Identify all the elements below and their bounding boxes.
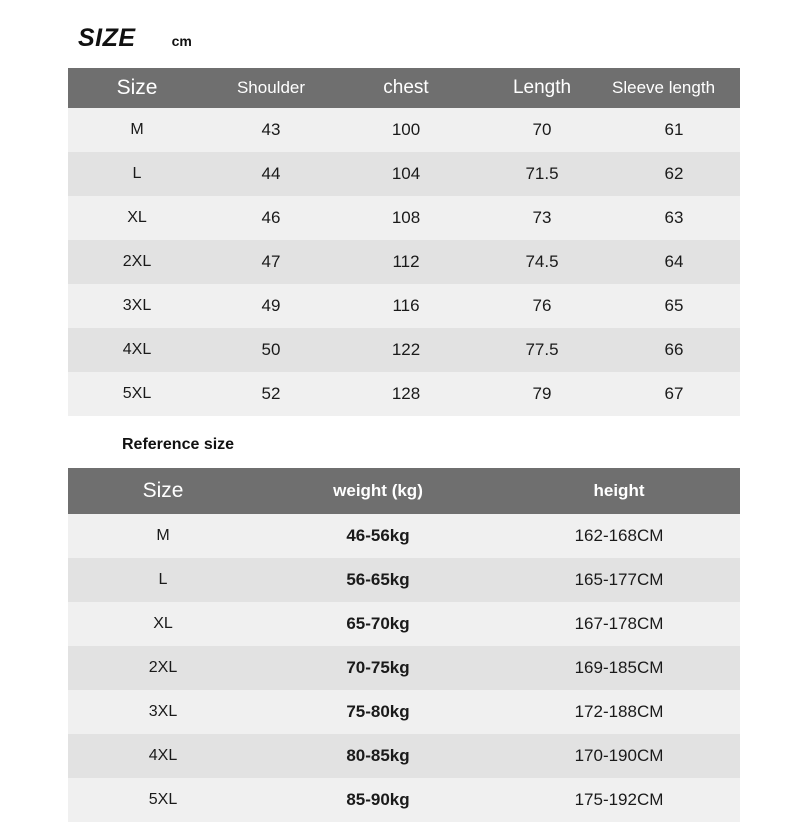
cell-size: L [68, 558, 258, 602]
cell-size: M [68, 108, 206, 152]
column-header-chest: chest [336, 68, 476, 108]
page-title: SIZE [78, 24, 136, 52]
cell-height: 170-190CM [498, 734, 740, 778]
table-row [68, 514, 740, 558]
table-row [68, 372, 740, 416]
reference-size-heading: Reference size [122, 436, 235, 453]
cell-sleeve-length: 63 [608, 196, 740, 240]
cell-length: 73 [476, 196, 608, 240]
cell-sleeve-length: 64 [608, 240, 740, 284]
column-header-height: height [498, 468, 740, 514]
cell-height: 172-188CM [498, 690, 740, 734]
cell-length: 70 [476, 108, 608, 152]
cell-chest: 100 [336, 108, 476, 152]
cell-weight: 75-80kg [258, 690, 498, 734]
column-header-size: Size [68, 468, 258, 514]
table-row [68, 558, 740, 602]
column-header-length: Length [476, 68, 608, 108]
cell-size: 5XL [68, 778, 258, 822]
cell-chest: 122 [336, 328, 476, 372]
cell-chest: 128 [336, 372, 476, 416]
cell-shoulder: 44 [206, 152, 336, 196]
table-row [68, 284, 740, 328]
table-row [68, 734, 740, 778]
cell-height: 169-185CM [498, 646, 740, 690]
size-measurements-table [68, 68, 740, 416]
unit-label: cm [171, 33, 192, 49]
cell-sleeve-length: 62 [608, 152, 740, 196]
cell-size: L [68, 152, 206, 196]
cell-size: M [68, 514, 258, 558]
cell-height: 162-168CM [498, 514, 740, 558]
column-header-size: Size [68, 68, 206, 108]
cell-size: 4XL [68, 734, 258, 778]
cell-weight: 46-56kg [258, 514, 498, 558]
cell-size: 2XL [68, 240, 206, 284]
reference-size-table [68, 468, 740, 822]
cell-length: 74.5 [476, 240, 608, 284]
cell-shoulder: 49 [206, 284, 336, 328]
cell-size: 3XL [68, 690, 258, 734]
cell-height: 175-192CM [498, 778, 740, 822]
table-row [68, 152, 740, 196]
cell-size: 2XL [68, 646, 258, 690]
cell-sleeve-length: 66 [608, 328, 740, 372]
cell-weight: 85-90kg [258, 778, 498, 822]
table-row [68, 778, 740, 822]
cell-weight: 56-65kg [258, 558, 498, 602]
table-row [68, 240, 740, 284]
cell-size: XL [68, 196, 206, 240]
cell-sleeve-length: 67 [608, 372, 740, 416]
table-row [68, 646, 740, 690]
cell-chest: 108 [336, 196, 476, 240]
cell-chest: 116 [336, 284, 476, 328]
cell-size: 5XL [68, 372, 206, 416]
column-header-shoulder: Shoulder [206, 68, 336, 108]
chart-title [78, 24, 192, 53]
cell-size: XL [68, 602, 258, 646]
table-row [68, 690, 740, 734]
table-header-row [68, 468, 740, 514]
cell-length: 79 [476, 372, 608, 416]
cell-sleeve-length: 65 [608, 284, 740, 328]
cell-length: 76 [476, 284, 608, 328]
cell-size: 4XL [68, 328, 206, 372]
cell-length: 71.5 [476, 152, 608, 196]
cell-size: 3XL [68, 284, 206, 328]
cell-weight: 70-75kg [258, 646, 498, 690]
cell-weight: 80-85kg [258, 734, 498, 778]
cell-height: 165-177CM [498, 558, 740, 602]
table-row [68, 602, 740, 646]
cell-weight: 65-70kg [258, 602, 498, 646]
cell-shoulder: 46 [206, 196, 336, 240]
cell-shoulder: 43 [206, 108, 336, 152]
cell-length: 77.5 [476, 328, 608, 372]
table-row [68, 328, 740, 372]
column-header-sleeve-length: Sleeve length [608, 68, 740, 108]
cell-shoulder: 50 [206, 328, 336, 372]
cell-sleeve-length: 61 [608, 108, 740, 152]
table-row [68, 108, 740, 152]
cell-height: 167-178CM [498, 602, 740, 646]
cell-shoulder: 47 [206, 240, 336, 284]
column-header-weight: weight (kg) [258, 468, 498, 514]
cell-chest: 104 [336, 152, 476, 196]
table-header-row [68, 68, 740, 108]
cell-shoulder: 52 [206, 372, 336, 416]
table-row [68, 196, 740, 240]
cell-chest: 112 [336, 240, 476, 284]
